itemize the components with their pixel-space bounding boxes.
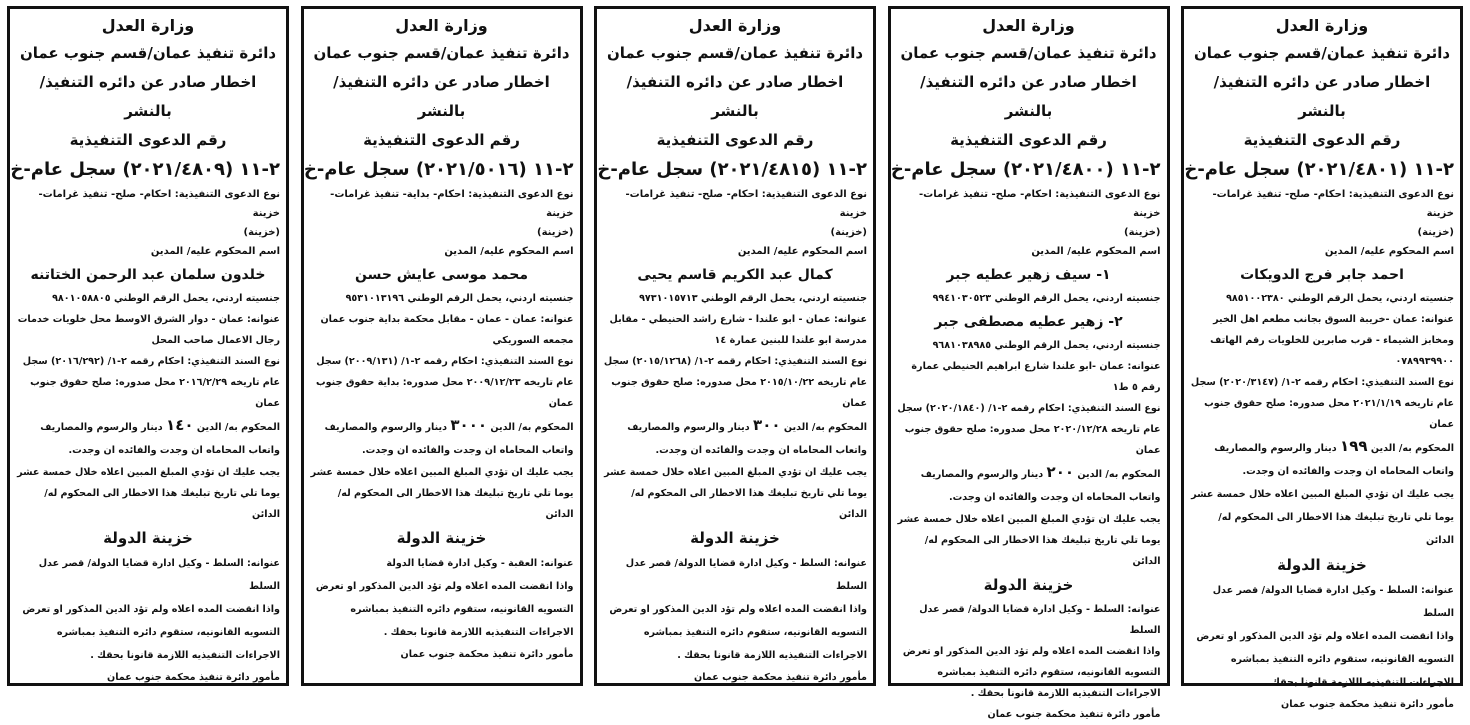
debtor-address: عنوانه: عمان - ابو علندا - شارع راشد الحنيطي - مقابل مدرسة ابو علندا للبنين عمارة ١٤ <box>609 314 867 346</box>
case-type: نوع الدعوى التنفيذية: احكام- صلح- تنفيذ غرامات- خزينة <box>919 189 1161 219</box>
judgment-amount <box>16 414 280 462</box>
debtor-address: عنوانه: عمان - عمان - مقابل محكمة بداية جنوب عمان مجمعه السوريكي <box>320 314 574 346</box>
amount-value: ٢٠٠ <box>1046 463 1075 481</box>
debtor-name: محمد موسى عايش حسن <box>354 267 529 283</box>
notice-5016 <box>301 6 583 686</box>
ministry-title: وزارة العدل <box>395 16 488 35</box>
department-title: دائرة تنفيذ عمان/قسم جنوب عمان <box>313 44 570 62</box>
department-title: دائرة تنفيذ عمان/قسم جنوب عمان <box>900 44 1157 62</box>
case-number: ٢-١١ (٢٠٢١/٤٨٠٩) سجل عام-خ <box>10 159 280 180</box>
debtor-label: اسم المحكوم عليه/ المدين <box>1031 246 1161 257</box>
case-label: رقم الدعوى التنفيذية <box>363 131 520 149</box>
amount-value: ٣٠٠٠ <box>450 416 488 434</box>
amount-prefix: المحكوم به/ الدين <box>1370 443 1454 454</box>
payment-deadline: يجب عليك ان تؤدي المبلغ المبين اعلاه خلال خمسة عشر يوما تلي تاريخ تبليغك هذا الاخطار الى المحكوم له/ الدائن <box>897 514 1161 567</box>
judgment-amount <box>897 461 1161 509</box>
judgment-amount <box>1190 435 1454 483</box>
case-type-note: (خزينة) <box>830 227 867 238</box>
legal-warning: واذا انقضت المده اعلاه ولم تؤد الدين المذكور او تعرض التسويه القانونيه، ستقوم دائره التنفيذ بمباشره الاجراءات التنفيذيه اللازمة قانونا بحقك . <box>22 604 280 661</box>
case-type-note: (خزينة) <box>1417 227 1454 238</box>
payment-deadline: يجب عليك ان تؤدي المبلغ المبين اعلاه خلال خمسة عشر يوما تلي تاريخ تبليغك هذا الاخطار الى المحكوم له/ الدائن <box>17 467 280 520</box>
creditor-address: عنوانه: السلط - وكيل ادارة قضايا الدولة/ قصر عدل السلط <box>1212 585 1454 619</box>
creditor-address: عنوانه: السلط - وكيل ادارة قضايا الدولة/ قصر عدل السلط <box>919 604 1161 636</box>
ministry-title: وزارة العدل <box>982 16 1075 35</box>
creditor-address: عنوانه: العقبة - وكيل ادارة قضايا الدولة <box>386 558 574 569</box>
amount-prefix: المحكوم به/ الدين <box>1077 469 1161 480</box>
legal-warning: واذا انقضت المده اعلاه ولم تؤد الدين المذكور او تعرض التسويه القانونيه، ستقوم دائره التنفيذ بمباشره الاجراءات التنفيذيه اللازمة قانونا بحقك . <box>1196 631 1454 688</box>
notice-4800 <box>888 6 1170 720</box>
amount-suffix: دينار والرسوم والمصاريف واتعاب المحاماه ان وجدت والفائده ان وجدت. <box>324 422 574 456</box>
debtor-nationality: جنسيته اردني، يحمل الرقم الوطني ٩٥٣١٠١٣١٩٦ <box>345 293 574 304</box>
signature: مأمور دائرة تنفيذ محكمة جنوب عمان <box>400 649 574 660</box>
amount-value: ٣٠٠ <box>753 416 781 434</box>
creditor-name: خزينة الدولة <box>1277 556 1367 574</box>
debtor-name-1: ١- سيف زهير عطيه جبر <box>946 267 1111 283</box>
case-label: رقم الدعوى التنفيذية <box>950 131 1107 149</box>
ministry-title: وزارة العدل <box>1275 16 1369 35</box>
amount-prefix: المحكوم به/ الدين <box>490 422 574 433</box>
amount-value: ١٩٩ <box>1340 437 1368 455</box>
execution-bond: نوع السند التنفيذي: احكام رقمه ٢-١/ (٢٠٠٩/١٣١) سجل عام تاريخه ٢٠٠٩/١٢/٢٣ محل صدوره: بداية حقوق جنوب عمان <box>316 356 574 409</box>
case-type-note: (خزينة) <box>243 227 280 238</box>
debtor-address: عنوانه: عمان -ابو علندا شارع ابراهيم الحنيطي عمارة رقم ٥ ط١ <box>911 361 1161 393</box>
case-type: نوع الدعوى التنفيذية: احكام- بداية- تنفيذ غرامات- خزينة <box>330 189 574 219</box>
department-title: دائرة تنفيذ عمان/قسم جنوب عمان <box>1193 44 1451 62</box>
notice-4801 <box>1181 6 1463 710</box>
case-type: نوع الدعوى التنفيذية: احكام- صلح- تنفيذ غرامات- خزينة <box>38 189 280 219</box>
notice-title: اخطار صادر عن دائره التنفيذ/ بالنشر <box>333 73 550 120</box>
notice-title: اخطار صادر عن دائره التنفيذ/ بالنشر <box>626 73 844 120</box>
case-type: نوع الدعوى التنفيذية: احكام- صلح- تنفيذ غرامات- خزينة <box>1212 189 1454 219</box>
execution-bond: نوع السند التنفيذي: احكام رقمه ٢-١/ (٢٠٢٠/١٨٤٠) سجل عام تاريخه ٢٠٢٠/١٢/٢٨ محل صدوره: صلح حقوق جنوب عمان <box>897 403 1161 456</box>
notice-4809 <box>7 6 289 686</box>
debtor-label: اسم المحكوم عليه/ المدين <box>150 246 280 257</box>
payment-deadline: يجب عليك ان تؤدي المبلغ المبين اعلاه خلال خمسة عشر يوما تلي تاريخ تبليغك هذا الاخطار الى المحكوم له/ الدائن <box>1191 489 1454 546</box>
creditor-name: خزينة الدولة <box>690 529 780 547</box>
debtor-label: اسم المحكوم عليه/ المدين <box>737 246 867 257</box>
creditor-address: عنوانه: السلط - وكيل ادارة قضايا الدولة/ قصر عدل السلط <box>38 558 280 592</box>
creditor-name: خزينة الدولة <box>983 576 1074 594</box>
creditor-name: خزينة الدولة <box>103 529 193 547</box>
debtor-name: خلدون سلمان عبد الرحمن الختاتنه <box>30 267 266 283</box>
debtor-nationality-1: جنسيته اردني، يحمل الرقم الوطني ٩٩٤١٠٣٠٥٢٣ <box>932 293 1161 304</box>
legal-warning: واذا انقضت المده اعلاه ولم تؤد الدين المذكور او تعرض التسويه القانونيه، ستقوم دائره التنفيذ بمباشره الاجراءات التنفيذيه اللازمة قانونا بحقك . <box>902 646 1161 699</box>
signature: مأمور دائرة تنفيذ محكمة جنوب عمان <box>1281 699 1454 710</box>
case-label: رقم الدعوى التنفيذية <box>656 131 814 149</box>
debtor-address: عنوانه: عمان - دوار الشرق الاوسط محل خلويات خدمات رجال الاعمال صاحب المحل <box>17 314 280 346</box>
amount-prefix: المحكوم به/ الدين <box>196 422 280 433</box>
case-label: رقم الدعوى التنفيذية <box>69 131 227 149</box>
amount-suffix: دينار والرسوم والمصاريف واتعاب المحاماه ان وجدت والفائده ان وجدت. <box>40 422 280 456</box>
debtor-name-2: ٢- زهير عطيه مصطفى جبر <box>934 314 1123 330</box>
notice-title: اخطار صادر عن دائره التنفيذ/ بالنشر <box>1213 73 1431 120</box>
amount-prefix: المحكوم به/ الدين <box>783 422 867 433</box>
execution-bond: نوع السند التنفيذي: احكام رقمه ٢-١/ (٢٠١٥/١٢٦٨) سجل عام تاريخه ٢٠١٥/١٠/٢٢ محل صدوره: صلح حقوق جنوب عمان <box>603 356 867 409</box>
case-type-note: (خزينة) <box>537 227 574 238</box>
debtor-nationality: جنسيته اردني، يحمل الرقم الوطني ٩٨٠١٠٥٨٨٠٥ <box>52 293 280 304</box>
payment-deadline: يجب عليك ان تؤدي المبلغ المبين اعلاه خلال خمسة عشر يوما تلي تاريخ تبليغك هذا الاخطار الى المحكوم له/ الدائن <box>310 467 574 520</box>
notice-title: اخطار صادر عن دائره التنفيذ/ بالنشر <box>39 73 257 120</box>
payment-deadline: يجب عليك ان تؤدي المبلغ المبين اعلاه خلال خمسة عشر يوما تلي تاريخ تبليغك هذا الاخطار الى المحكوم له/ الدائن <box>604 467 867 520</box>
debtor-label: اسم المحكوم عليه/ المدين <box>444 246 574 257</box>
case-type-note: (خزينة) <box>1124 227 1161 238</box>
ministry-title: وزارة العدل <box>101 16 195 35</box>
case-number: ٢-١١ (٢٠٢١/٤٨١٥) سجل عام-خ <box>597 159 867 180</box>
case-type: نوع الدعوى التنفيذية: احكام- صلح- تنفيذ غرامات- خزينة <box>625 189 867 219</box>
amount-value: ١٤٠ <box>166 416 194 434</box>
debtor-label: اسم المحكوم عليه/ المدين <box>1324 246 1454 257</box>
case-number: ٢-١١ (٢٠٢١/٤٨٠٠) سجل عام-خ <box>890 159 1161 180</box>
creditor-address: عنوانه: السلط - وكيل ادارة قضايا الدولة/ قصر عدل السلط <box>625 558 867 592</box>
case-number: ٢-١١ (٢٠٢١/٤٨٠١) سجل عام-خ <box>1184 159 1454 180</box>
ministry-title: وزارة العدل <box>688 16 782 35</box>
debtor-address: عنوانه: عمان -خريبة السوق بجانب مطعم اهل الخير ومخابز الشيماء - قرب صابرين للخلويات رقم الهاتف ٠٧٨٩٩٣٩٩٠٠ <box>1210 314 1454 367</box>
amount-suffix: دينار والرسوم والمصاريف واتعاب المحاماه ان وجدت والفائده ان وجدت. <box>920 469 1161 503</box>
execution-bond: نوع السند التنفيذي: احكام رقمه ٢-١/ (٢٠٢٠/٣١٤٧) سجل عام تاريخه ٢٠٢١/١/١٩ محل صدوره: صلح حقوق جنوب عمان <box>1190 377 1454 430</box>
debtor-nationality: جنسيته اردني، يحمل الرقم الوطني ٩٧٣١٠١٥٧١٣ <box>639 293 867 304</box>
signature: مأمور دائرة تنفيذ محكمة جنوب عمان <box>987 709 1161 720</box>
amount-suffix: دينار والرسوم والمصاريف واتعاب المحاماه ان وجدت والفائده ان وجدت. <box>1214 443 1454 477</box>
notice-title: اخطار صادر عن دائره التنفيذ/ بالنشر <box>920 73 1137 120</box>
debtor-name: احمد جابر فرج الدويكات <box>1240 267 1404 283</box>
signature: مأمور دائرة تنفيذ محكمة جنوب عمان <box>694 672 867 683</box>
signature: مأمور دائرة تنفيذ محكمة جنوب عمان <box>107 672 280 683</box>
judgment-amount <box>310 414 574 462</box>
legal-warning: واذا انقضت المده اعلاه ولم تؤد الدين المذكور او تعرض التسويه القانونيه، ستقوم دائره التنفيذ بمباشره الاجراءات التنفيذيه اللازمة قانونا بحقك . <box>609 604 867 661</box>
legal-warning: واذا انقضت المده اعلاه ولم تؤد الدين المذكور او تعرض التسويه القانونيه، ستقوم دائره التنفيذ بمباشره الاجراءات التنفيذيه اللازمة قانونا بحقك . <box>315 581 574 638</box>
debtor-name: كمال عبد الكريم قاسم يحيى <box>637 267 833 283</box>
debtor-nationality-2: جنسيته اردني، يحمل الرقم الوطني ٩٦٨١٠٣٨٩٨٥ <box>932 340 1161 351</box>
creditor-name: خزينة الدولة <box>396 529 487 547</box>
case-label: رقم الدعوى التنفيذية <box>1243 131 1401 149</box>
debtor-nationality: جنسيته اردني، يحمل الرقم الوطني ٩٨٥١٠٠٢٣٨٠ <box>1226 293 1454 304</box>
judgment-amount <box>603 414 867 462</box>
case-number: ٢-١١ (٢٠٢١/٥٠١٦) سجل عام-خ <box>303 159 574 180</box>
department-title: دائرة تنفيذ عمان/قسم جنوب عمان <box>19 44 277 62</box>
notice-4815 <box>594 6 876 686</box>
execution-bond: نوع السند التنفيذي: احكام رقمه ٢-١/ (٢٠١٦/٢٩٢) سجل عام تاريخه ٢٠١٦/٢/٢٩ محل صدوره: صلح حقوق جنوب عمان <box>22 356 280 409</box>
department-title: دائرة تنفيذ عمان/قسم جنوب عمان <box>606 44 864 62</box>
amount-suffix: دينار والرسوم والمصاريف واتعاب المحاماه ان وجدت والفائده ان وجدت. <box>627 422 867 456</box>
